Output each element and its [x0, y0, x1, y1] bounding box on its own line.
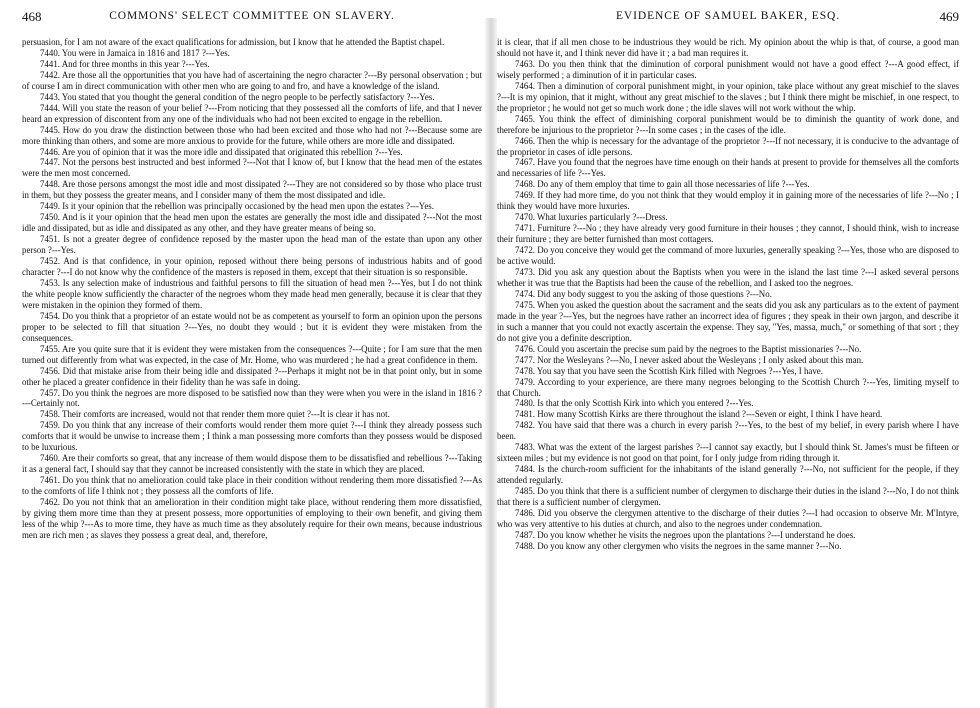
- right-running-head: [497, 10, 959, 26]
- testimony-paragraph: it is clear, that if all men chose to be industrious they would be rich. My opinion about the whip is that, of course, a good man should not have it, and I think never did have it ; a bad man requires it.: [497, 37, 959, 58]
- testimony-paragraph: 7464. Then a diminution of corporal punishment might, in your opinion, take place without any great mischief to the slaves ?---It is my opinion, that it might, without any great mischief to the slaves ; but I think there might be mischief, in one respect, to the proprietor ; he would not get so much work done ; the idle slaves will not work without the whip.: [497, 80, 959, 113]
- testimony-paragraph: 7462. Do you not think that an amelioration in their condition might take place, without rendering them more dissatisfied, by giving them more time than they at present possess, more opportunities of employing to their own benefit, and giving them less of the whip ?---As to more time, they have as much time as they absolutely require for their own means, because industrious men are rich men ; as slaves they possess a great deal, and, therefore,: [22, 497, 482, 540]
- testimony-paragraph: 7445. How do you draw the distinction between those who had been excited and those who had not ?---Because some are more thinking than others, and some are more anxious to provide for the future, while others are more idle and dissipated.: [22, 124, 482, 146]
- testimony-paragraph: 7485. Do you think that there is a sufficient number of clergymen to discharge their duties in the island ?---No, I do not think that there is a sufficient number of clergymen.: [497, 486, 959, 508]
- testimony-paragraph: 7440. You were in Jamaica in 1816 and 1817 ?---Yes.: [40, 47, 230, 58]
- testimony-paragraph: 7486. Did you observe the clergymen attentive to the discharge of their duties ?---I had occasion to observe Mr. M'Intyre, who was very attentive to his duties at church, and also to the negroes under condemnation.: [497, 507, 959, 529]
- testimony-paragraph: 7488. Do you know any other clergymen who visits the negroes in the same manner ?---No.: [515, 540, 842, 551]
- testimony-paragraph: 7465. You think the effect of diminishing corporal punishment would be to diminish the quantity of work done, and therefore be injurious to the proprietor ?---In some cases ; in the cases of the idle.: [497, 113, 959, 135]
- testimony-paragraph: 7471. Furniture ?---No ; they have already very good furniture in their houses ; they cannot, I should think, wish to increase their furniture ; they are better furnished than most cottagers.: [497, 223, 959, 245]
- testimony-paragraph: 7450. And is it your opinion that the head men upon the estates are generally the most idle and dissipated ?---Not the most idle and dissipated, but as idle and dissipated as any other, and they have greater means of being so.: [22, 212, 482, 234]
- testimony-paragraph: 7475. When you asked the question about the sacrament and the seats did you ask any particulars as to the extent of payment made in the year ?---Yes, but the negroes have rather an incorrect idea of figures ; they speak in their own jargon, and describe it in such a manner that you could not exactly ascertain the expense. They say, "Yes, massa, much," or something of that sort ; they do not give you a definite description.: [497, 299, 959, 343]
- testimony-paragraph: 7463. Do you then think that the diminution of corporal punishment would not have a good effect ?---A good effect, if wisely performed ; a diminution of it in particular cases.: [497, 58, 959, 80]
- testimony-paragraph: 7452. And is that confidence, in your opinion, reposed without there being persons of industrious habits and of good character ?---I do not know why the confidence of the masters is reposed in them, except that their situation is so responsible.: [22, 256, 482, 278]
- testimony-paragraph: 7461. Do you think that no amelioration could take place in their condition without rendering them more dissatisfied ?---As to the comforts of life I think not ; they possess all the comforts of life.: [22, 475, 482, 497]
- testimony-paragraph: 7468. Do any of them employ that time to gain all those necessaries of life ?---Yes.: [515, 179, 810, 190]
- testimony-paragraph: 7487. Do you know whether he visits the negroes upon the plantations ?---I understand he does.: [515, 529, 856, 540]
- testimony-paragraph: 7444. Will you state the reason of your belief ?---From noticing that they possessed all the comforts of life, and that I never heard an expression of discontent from any one of the individuals who had not been excited to engage in the rebellion.: [22, 102, 482, 124]
- testimony-paragraph: 7458. Their comforts are increased, would not that render them more quiet ?---It is clear it has not.: [40, 409, 390, 420]
- testimony-paragraph: 7477. Nor the Wesleyans ?---No, I never asked about the Wesleyans ; I only asked about this man.: [515, 354, 864, 365]
- testimony-paragraph: 7455. Are you quite sure that it is evident they were mistaken from the consequences ?---Quite ; for I am sure that the men turned out differently from what was expected, in the case of Mr. Home, who was murdered ; he had a great confidence in them.: [22, 343, 482, 365]
- testimony-paragraph: 7443. You stated that you thought the general condition of the negro people to be perfectly satisfactory ?---Yes.: [40, 91, 435, 102]
- testimony-paragraph: 7482. You have said that there was a church in every parish ?---Yes, to the best of my belief, in every parish where I have been.: [497, 420, 959, 442]
- testimony-paragraph: 7466. Then the whip is necessary for the advantage of the proprietor ?---If not necessary, it is conducive to the advantage of the proprietor in cases of idle persons.: [497, 135, 959, 157]
- testimony-paragraph: 7442. Are those all the opportunities that you have had of ascertaining the negro character ?---By personal observation ; but of course I am in direct communication with other men who are going to and fro, and have a knowledge of the island.: [22, 69, 482, 91]
- left-running-head: [22, 10, 482, 26]
- book-gutter: [485, 18, 497, 708]
- testimony-paragraph: 7454. Do you think that a proprietor of an estate would not be as competent as yourself to form an opinion upon the persons proper to be selected to fill that situation ?---Yes, no doubt they would ; but it is evident they were mistaken from the consequences.: [22, 310, 482, 343]
- testimony-paragraph: 7456. Did that mistake arise from their being idle and dissipated ?---Perhaps it might not be in that point only, but in some other he placed a greater confidence in their fidelity than he was safe in doing.: [22, 365, 482, 387]
- testimony-paragraph: 7460. Are their comforts so great, that any increase of them would dispose them to be dissatisfied and rebellious ?---Taking it as a general fact, I should say that they cannot be increased consistently with the state in which they are placed.: [22, 453, 482, 475]
- left-page-body: [22, 37, 482, 541]
- testimony-paragraph: 7479. According to your experience, are there many negroes belonging to the Scottish Church ?---Yes, limiting myself to that Church.: [497, 376, 959, 398]
- testimony-paragraph: 7476. Could you ascertain the precise sum paid by the negroes to the Baptist missionaries ?---No.: [515, 343, 862, 354]
- testimony-paragraph: 7467. Have you found that the negroes have time enough on their hands at present to provide for themselves all the comforts and necessaries of life ?---Yes.: [497, 157, 959, 179]
- testimony-paragraph: 7449. Is it your opinion that the rebellion was principally occasioned by the head men upon the estates ?---Yes.: [40, 201, 434, 212]
- testimony-paragraph: 7478. You say that you have seen the Scottish Kirk filled with Negroes ?---Yes, I have.: [515, 365, 823, 376]
- testimony-paragraph: 7457. Do you think the negroes are more disposed to be satisfied now than they were when you were in the island in 1816 ?---Certainly not.: [22, 387, 482, 409]
- testimony-paragraph: persuasion, for I am not aware of the exact qualifications for admission, but I know that he attended the Baptist chapel.: [22, 37, 445, 47]
- testimony-paragraph: 7480. Is that the only Scottish Kirk into which you entered ?---Yes.: [515, 398, 754, 409]
- left-page: [22, 10, 482, 704]
- testimony-paragraph: 7483. What was the extent of the largest parishes ?---I cannot say exactly, but I should think St. James's must be fifteen or sixteen miles ; but my evidence is not good on that point, for I only judge from riding through it.: [497, 442, 959, 464]
- testimony-paragraph: 7453. Is any selection make of industrious and faithful persons to fill the situation of head men ?---Yes, but I do not think the white people know sufficiently the character of the negroes whom they made head men generally, because it is clear that they were mistaken in the opinion they formed of them.: [22, 277, 482, 310]
- testimony-paragraph: 7446. Are you of opinion that it was the more idle and dissipated that originated this rebellion ?---Yes.: [40, 146, 403, 157]
- testimony-paragraph: 7447. Not the persons best instructed and best informed ?---Not that I know of, but I know that the head men of the estates were the men most concerned.: [22, 157, 482, 179]
- testimony-paragraph: 7473. Did you ask any question about the Baptists when you were in the island the last time ?---I asked several persons whether it was true that the Baptists had been the cause of the rebellion, and I asked too the negroes.: [497, 267, 959, 288]
- testimony-paragraph: 7451. Is not a greater degree of confidence reposed by the master upon the head man of the estate than upon any other person ?---Yes.: [22, 234, 482, 256]
- testimony-paragraph: 7441. And for three months in this year ?---Yes.: [40, 58, 210, 69]
- testimony-paragraph: 7470. What luxuries particularly ?---Dress.: [515, 212, 668, 223]
- testimony-paragraph: 7484. Is the church-room sufficient for the inhabitants of the island generally ?---No, not sufficient for the people, if they attended regularly.: [497, 464, 959, 486]
- right-page-number: 469: [939, 10, 959, 24]
- testimony-paragraph: 7459. Do you think that any increase of their comforts would render them more quiet ?---I think they already possess such comforts that it would be unwise to increase them ; I think a man possessing more comforts than they possess would be disposed to be luxurious.: [22, 420, 482, 453]
- right-page: [497, 10, 959, 704]
- testimony-paragraph: 7472. Do you conceive they would get the command of more luxuries, generally speaking ?---Yes, those who are disposed to be active would.: [497, 245, 959, 267]
- testimony-paragraph: 7474. Did any body suggest to you the asking of those questions ?---No.: [515, 288, 772, 299]
- testimony-paragraph: 7469. If they had more time, do you not think that they would employ it in gaining more of the necessaries of life ?---No ; I think they would have more luxuries.: [497, 190, 959, 212]
- right-running-title: EVIDENCE OF SAMUEL BAKER, ESQ.: [616, 10, 840, 22]
- left-page-number: 468: [22, 10, 42, 24]
- testimony-paragraph: 7448. Are those persons amongst the most idle and most dissipated ?---They are not considered so by those who place trust in them, but they possess the greater means, and I consider many of them the most dissipated and idle.: [22, 179, 482, 201]
- testimony-paragraph: 7481. How many Scottish Kirks are there throughout the island ?---Seven or eight, I think I have heard.: [515, 409, 883, 420]
- right-page-body: [497, 37, 959, 552]
- left-running-title: COMMONS' SELECT COMMITTEE ON SLAVERY.: [109, 10, 395, 22]
